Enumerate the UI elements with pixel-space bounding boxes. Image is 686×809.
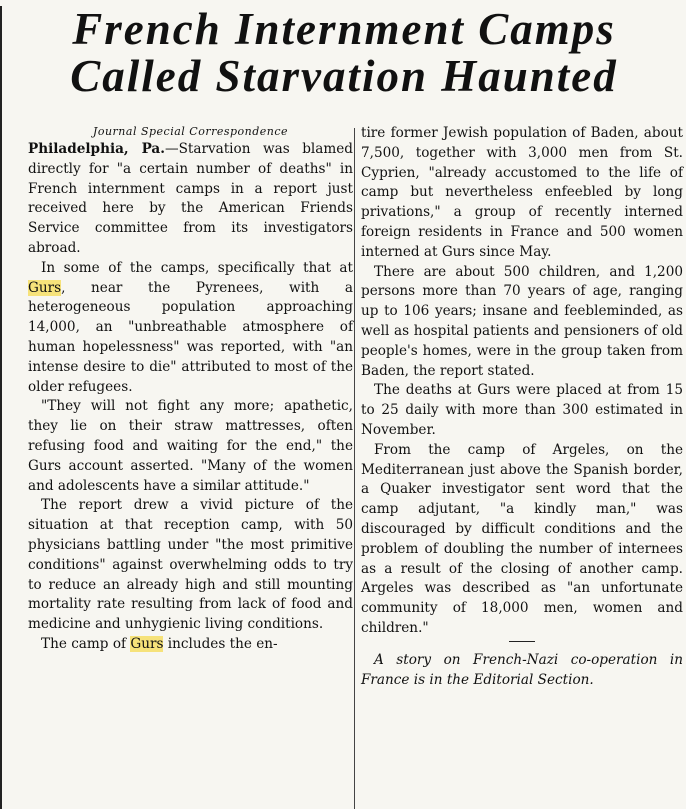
paragraph [28, 635, 353, 655]
highlighted-term: Gurs [130, 635, 164, 652]
paragraph: From the camp of Argeles, on the Mediterranean just above the Spanish border, a Quaker investigator sent word that the camp adjutant, "a kindly man," was discouraged by difficult conditions and the problem of doubling the number of internees as a result of the closing of another camp. Argeles was described as "an unfortunate community of 18,000 men, women and children." [361, 441, 683, 636]
paragraph: The deaths at Gurs were placed at from 15 to 25 daily with more than 300 estimated in November. [361, 382, 683, 438]
newspaper-clipping [0, 6, 686, 809]
highlighted-term: Gurs [28, 279, 62, 296]
column-rule [354, 128, 355, 809]
dateline: Philadelphia, Pa. [28, 141, 165, 157]
paragraph: tire former Jewish population of Baden, about 7,500, together with 3,000 men from St. Cyprien, "already accustomed to the life of camp but nevertheless enfeebled by long privations," a group of recently interned foreign residents in France and 500 women interned at Gurs since May. [361, 125, 683, 260]
paragraph: The report drew a vivid picture of the situation at that reception camp, with 50 physicians battling under "the most primitive conditions" against overwhelming odds to try to reduce an already high and still mounting mortality rate resulting from lack of food and medicine and unhygienic living conditions. [28, 497, 353, 633]
headline [2, 6, 686, 100]
paragraph: "They will not fight any more; apathetic, they lie on their straw mattresses, often refusing food and waiting for the end," the Gurs account asserted. "Many of the women and adolescents have a similar attitude." [28, 398, 353, 494]
byline: Journal Special Correspondence [92, 125, 289, 138]
column-right [361, 124, 683, 690]
paragraph [28, 259, 353, 398]
text-segment: The camp of [41, 635, 131, 652]
text-segment: includes the en- [163, 635, 278, 652]
headline-line-1: French Internment Camps [72, 4, 616, 54]
paragraph: There are about 500 children, and 1,200 persons more than 70 years of age, ranging up to 106 years; insane and feebleminded, as well as hospital patients and pensioners of old people's homes, were in the group taken from Baden, the report stated. [361, 263, 683, 379]
column-left [28, 124, 353, 655]
headline-line-2: Called Starvation Haunted [70, 51, 618, 101]
text-segment: , near the Pyrenees, with a heterogeneous population approaching 14,000, an "unbreathable atmosphere of human hopelessness" was reported, with "an intense desire to die" attributed to most of the older refugees. [28, 279, 353, 395]
paragraph-lead [28, 140, 353, 259]
editorial-note: A story on French-Nazi co-operation in France is in the Editorial Section. [361, 651, 683, 688]
separator-rule [509, 641, 535, 647]
lead-text: —Starvation was blamed directly for "a certain number of deaths" in French internment camps in a report just received here by the American Friends Service committee from its investigators abroad. [28, 141, 353, 256]
text-segment: In some of the camps, specifically that at [41, 259, 353, 276]
